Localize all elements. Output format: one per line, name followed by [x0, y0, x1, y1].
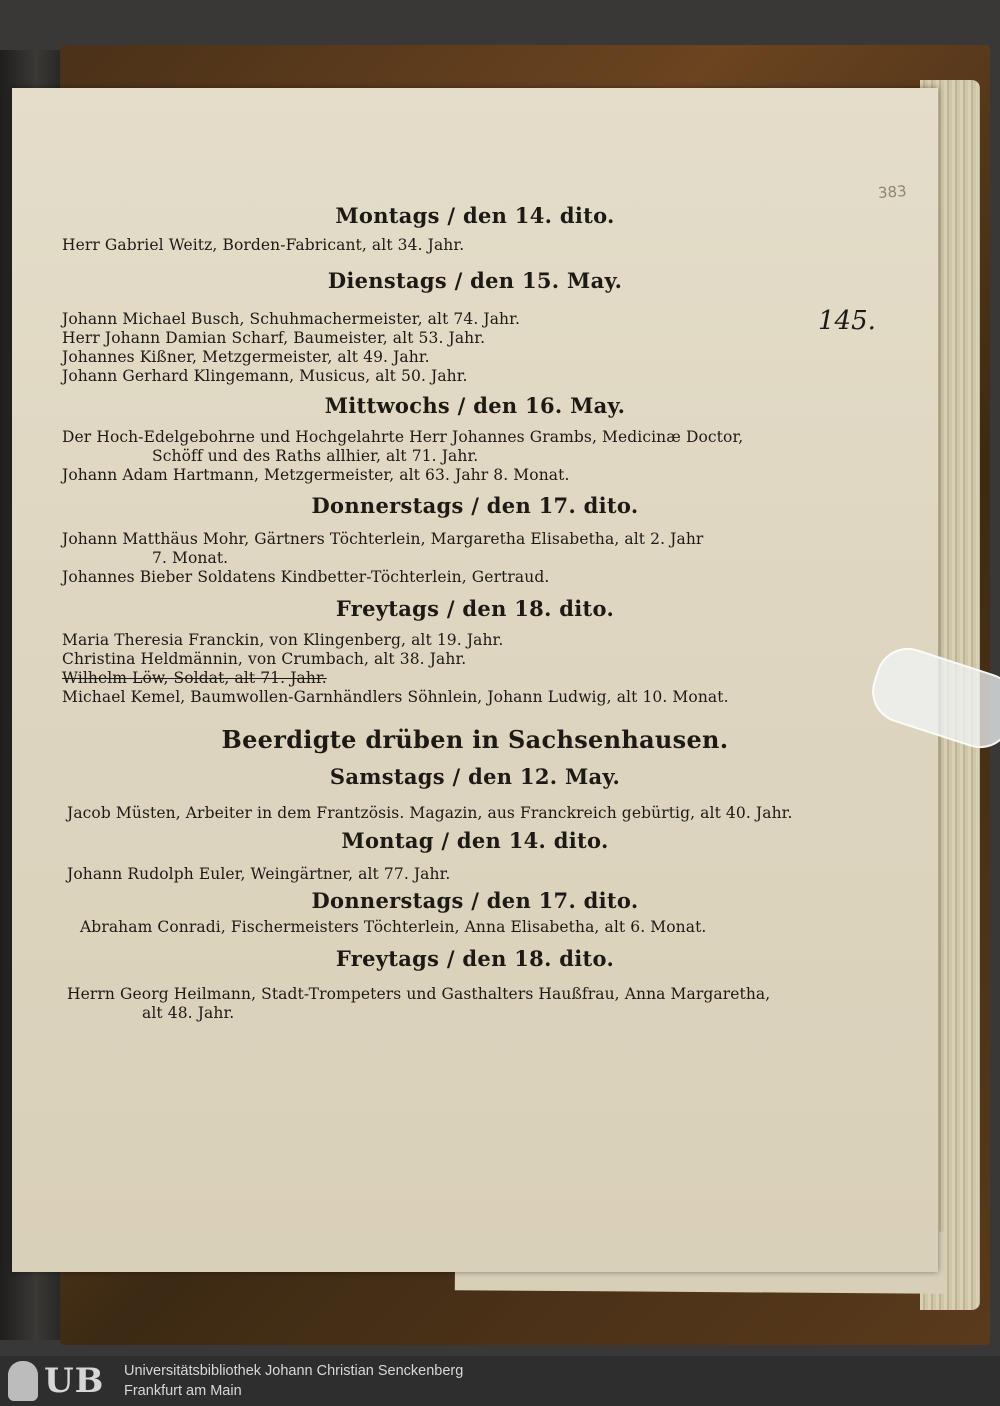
entry-line: Johann Rudolph Euler, Weingärtner, alt 77. Jahr. — [67, 865, 451, 883]
entry-line: Herr Gabriel Weitz, Borden-Fabricant, alt 34. Jahr. — [62, 236, 465, 254]
library-logo — [8, 1359, 120, 1403]
entry-line-struck: Wilhelm Löw, Soldat, alt 71. Jahr. — [62, 669, 327, 687]
page-text — [12, 88, 938, 1272]
entry-line: Johann Adam Hartmann, Metzgermeister, alt 63. Jahr 8. Monat. — [62, 466, 570, 484]
entry-line: Der Hoch-Edelgebohrne und Hochgelahrte Herr Johannes Grambs, Medicinæ Doctor, — [62, 428, 744, 446]
section-heading-main: Beerdigte drüben in Sachsenhausen. — [221, 725, 729, 754]
section-heading: Mittwochs / den 16. May. — [324, 393, 626, 418]
footer-line-2: Frankfurt am Main — [124, 1383, 242, 1399]
section-heading: Donnerstags / den 17. dito. — [311, 493, 639, 518]
section-heading: Samstags / den 12. May. — [329, 764, 621, 789]
entry-line: Michael Kemel, Baumwollen-Garnhändlers Söhnlein, Johann Ludwig, alt 10. Monat. — [62, 688, 729, 706]
entry-line: Johannes Kißner, Metzgermeister, alt 49. Jahr. — [62, 348, 430, 366]
section-heading: Dienstags / den 15. May. — [327, 268, 623, 293]
entry-line: Christina Heldmännin, von Crumbach, alt 38. Jahr. — [62, 650, 467, 668]
section-heading: Montags / den 14. dito. — [335, 203, 615, 228]
logo-text: UB — [44, 1361, 105, 1401]
entry-line: alt 48. Jahr. — [142, 1004, 235, 1022]
entry-line: Jacob Müsten, Arbeiter in dem Frantzösis. Magazin, aus Franckreich gebürtig, alt 40. Jahr. — [67, 804, 793, 822]
entry-line: Johannes Bieber Soldatens Kindbetter-Töchterlein, Gertraud. — [62, 568, 550, 586]
pencil-page-number: 383 — [877, 182, 908, 202]
document-page — [12, 88, 938, 1272]
entry-line: Herr Johann Damian Scharf, Baumeister, alt 53. Jahr. — [62, 329, 486, 347]
library-footer — [0, 1356, 1000, 1406]
section-heading: Donnerstags / den 17. dito. — [311, 888, 639, 913]
entry-line: Schöff und des Raths allhier, alt 71. Jahr. — [152, 447, 479, 465]
folio-number: 145. — [818, 306, 876, 336]
section-heading: Freytags / den 18. dito. — [335, 596, 615, 621]
entry-line: Maria Theresia Franckin, von Klingenberg, alt 19. Jahr. — [62, 631, 504, 649]
entry-line: Herrn Georg Heilmann, Stadt-Trompeters und Gasthalters Haußfrau, Anna Margaretha, — [67, 985, 771, 1003]
entry-line: Johann Gerhard Klingemann, Musicus, alt 50. Jahr. — [62, 367, 468, 385]
section-heading: Montag / den 14. dito. — [341, 828, 609, 853]
footer-line-1: Universitätsbibliothek Johann Christian Senckenberg — [124, 1363, 464, 1379]
footer-text — [124, 1361, 463, 1401]
entry-line: 7. Monat. — [152, 549, 229, 567]
entry-line: Johann Michael Busch, Schuhmachermeister, alt 74. Jahr. — [62, 310, 520, 328]
section-heading: Freytags / den 18. dito. — [335, 946, 615, 971]
entry-line: Abraham Conradi, Fischermeisters Töchterlein, Anna Elisabetha, alt 6. Monat. — [80, 918, 707, 936]
entry-line: Johann Matthäus Mohr, Gärtners Töchterlein, Margaretha Elisabetha, alt 2. Jahr — [62, 530, 704, 548]
portrait-icon — [8, 1361, 38, 1401]
